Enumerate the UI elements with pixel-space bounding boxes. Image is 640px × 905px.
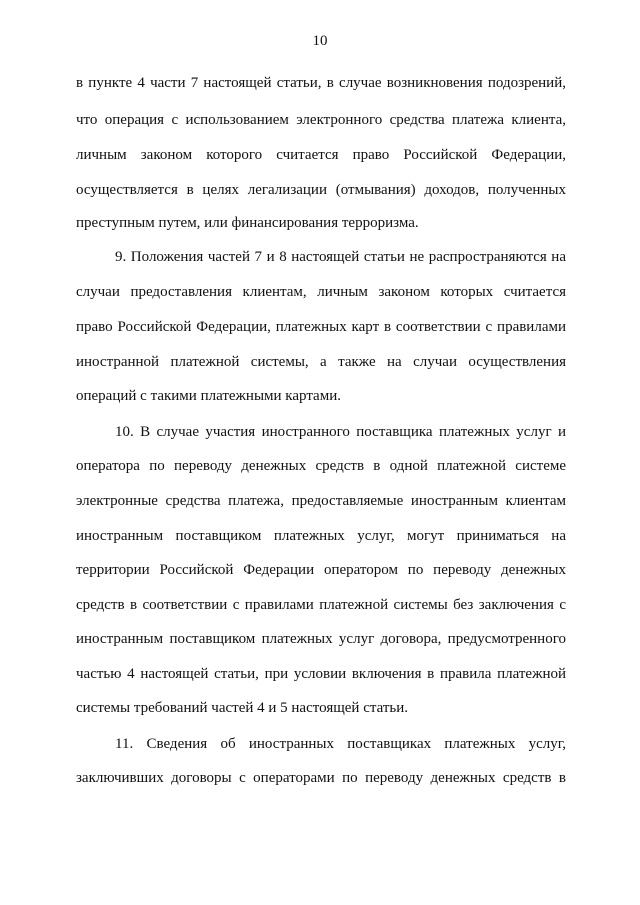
text-line: иностранным поставщиком платежных услуг договора, предусмотренного [76, 631, 566, 647]
text-line: иностранным поставщиком платежных услуг, могут приниматься на [76, 528, 566, 544]
text-line: 11. Сведения об иностранных поставщиках платежных услуг, [115, 736, 566, 752]
page-number: 10 [312, 33, 328, 49]
text-line: осуществляется в целях легализации (отмывания) доходов, полученных [76, 182, 566, 198]
text-line: право Российской Федерации, платежных карт в соответствии с правилами [76, 319, 566, 335]
text-line: оператора по переводу денежных средств в одной платежной системе [76, 458, 566, 474]
text-line: иностранной платежной системы, а также на случаи осуществления [76, 354, 566, 370]
text-line: частью 4 настоящей статьи, при условии включения в правила платежной [76, 666, 566, 682]
text-line: средств в соответствии с правилами платежной системы без заключения с [76, 597, 566, 613]
text-line: преступным путем, или финансирования терроризма. [76, 215, 419, 231]
text-line: в пункте 4 части 7 настоящей статьи, в случае возникновения подозрений, [76, 75, 566, 91]
text-line: заключивших договоры с операторами по переводу денежных средств в [76, 770, 566, 786]
text-line: случаи предоставления клиентам, личным законом которых считается [76, 284, 566, 300]
text-line: 9. Положения частей 7 и 8 настоящей статьи не распространяются на [115, 249, 566, 265]
text-line: что операция с использованием электронного средства платежа клиента, [76, 112, 566, 128]
text-line: операций с такими платежными картами. [76, 388, 341, 404]
text-line: электронные средства платежа, предоставляемые иностранным клиентам [76, 493, 566, 509]
text-line: территории Российской Федерации оператором по переводу денежных [76, 562, 566, 578]
text-line: 10. В случае участия иностранного поставщика платежных услуг и [115, 424, 566, 440]
text-line: системы требований частей 4 и 5 настоящей статьи. [76, 700, 409, 716]
text-line: личным законом которого считается право Российской Федерации, [76, 147, 566, 163]
